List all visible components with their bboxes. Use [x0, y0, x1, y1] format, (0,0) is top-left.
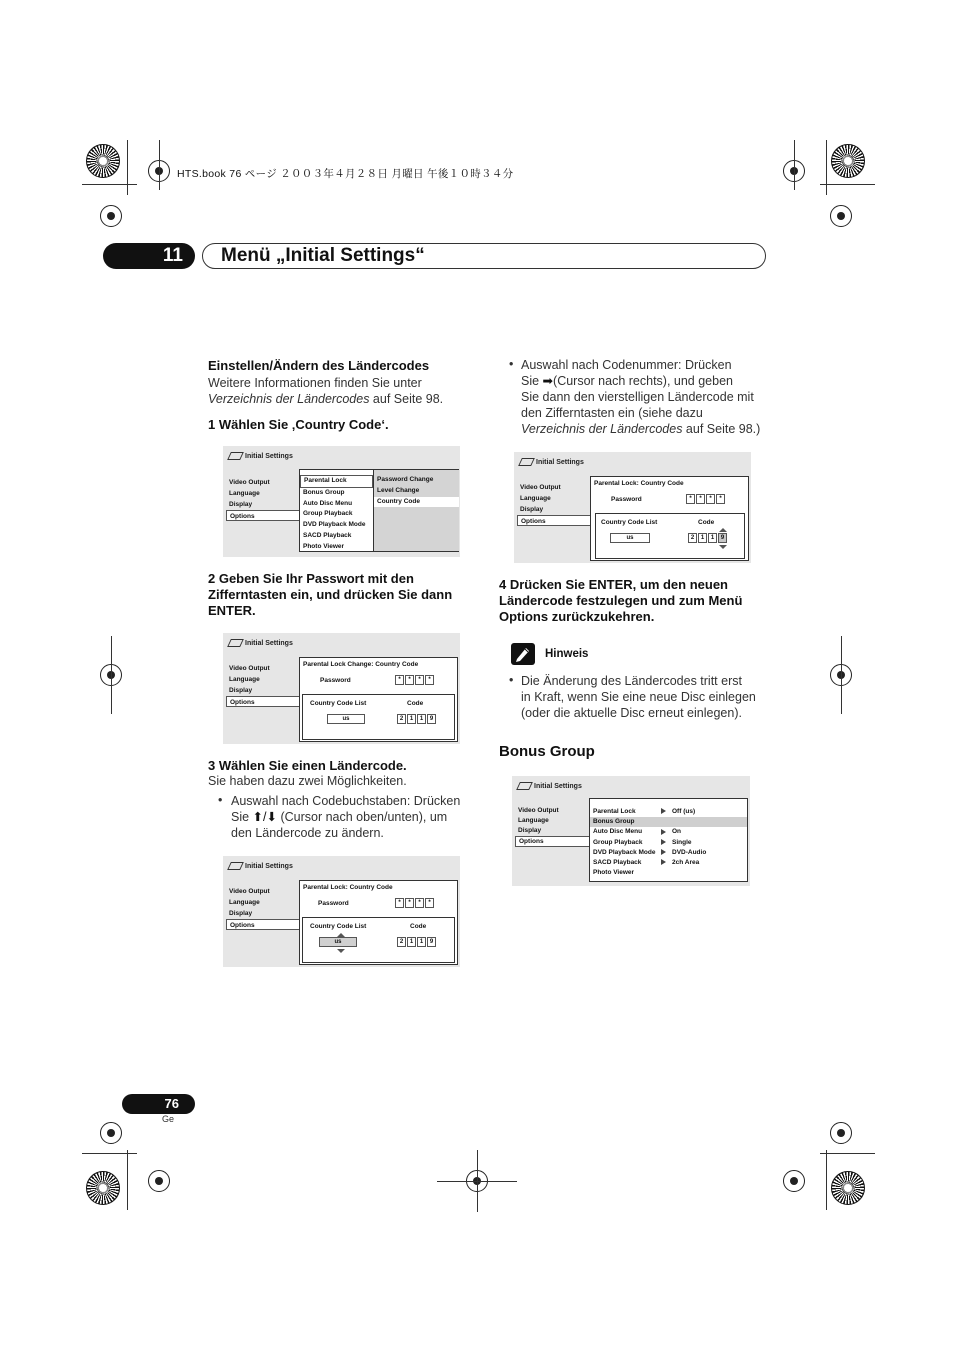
country-code-panel	[590, 476, 749, 561]
options-panel	[589, 798, 748, 882]
screen-letter-select	[223, 856, 460, 967]
page-number-badge: 76	[122, 1094, 195, 1114]
crop-line	[820, 184, 875, 185]
note-line-1: Die Änderung des Ländercodes tritt erst	[521, 674, 742, 688]
submenu-item[interactable]: Auto Disc Menu	[303, 499, 353, 507]
cursor-down-icon	[337, 949, 345, 953]
up-down-arrow-icon: ⬆/⬇	[252, 810, 277, 824]
password-digit[interactable]: *	[405, 675, 414, 685]
bullet-dot: •	[509, 357, 514, 371]
step-4-line-1: 4 Drücken Sie ENTER, um den neuen	[499, 577, 728, 592]
main-menu	[517, 482, 592, 526]
menu-item[interactable]: Display	[520, 506, 544, 513]
bullet-2-line-1: Auswahl nach Codenummer: Drücken	[521, 358, 732, 372]
code-label: Code	[410, 923, 427, 930]
main-menu	[226, 663, 301, 707]
section-heading: Einstellen/Ändern des Ländercodes	[208, 358, 430, 373]
country-code-box	[302, 917, 455, 963]
ref-italic: Verzeichnis der Ländercodes	[208, 392, 370, 406]
country-list-label: Country Code List	[601, 519, 658, 526]
password-digit[interactable]: *	[716, 494, 725, 504]
screen-options-menu	[223, 446, 460, 557]
chapter-title: Menü „Initial Settings“	[221, 245, 425, 266]
country-code-box	[595, 513, 745, 559]
bullet-2-line-4: den Zifferntasten ein (siehe dazu	[521, 406, 703, 420]
menu-item[interactable]: Video Output	[518, 807, 559, 814]
disc-icon	[227, 452, 244, 460]
crosshair-mark	[100, 1122, 122, 1144]
crosshair-mark	[830, 205, 852, 227]
step-2-line-1: 2 Geben Sie Ihr Passwort mit den	[208, 571, 414, 586]
menu-item-selected[interactable]: Options	[226, 919, 301, 930]
code-digit[interactable]: 2	[688, 533, 697, 543]
password-digit[interactable]: *	[415, 675, 424, 685]
step-2-line-2: Zifferntasten ein, und drücken Sie dann	[208, 587, 453, 602]
option-row[interactable]: Group Playback Single	[593, 838, 692, 846]
menu-item[interactable]: Video Output	[229, 665, 270, 672]
crop-line	[841, 636, 842, 714]
code-label: Code	[407, 700, 424, 707]
password-label: Password	[320, 677, 351, 684]
password-digit[interactable]: *	[395, 898, 404, 908]
crop-line	[127, 140, 128, 195]
bullet-1-line-3: den Ländercode zu ändern.	[231, 826, 384, 840]
screen-title: Initial Settings	[229, 862, 293, 870]
country-field[interactable]: us	[610, 533, 650, 543]
menu-item[interactable]: Display	[229, 687, 253, 694]
bullet-dot: •	[509, 673, 514, 687]
registration-burst-br	[831, 1171, 865, 1205]
arrow-right-icon	[661, 829, 666, 835]
menu-item[interactable]: Language	[229, 676, 260, 683]
crosshair-mark	[148, 1170, 170, 1192]
code-digit[interactable]: 9	[427, 937, 436, 947]
crop-line	[127, 1150, 128, 1210]
country-field-active[interactable]: us	[319, 937, 357, 947]
submenu-item[interactable]: DVD Playback Mode	[303, 521, 366, 529]
step-3: 3 Wählen Sie einen Ländercode.	[208, 758, 407, 773]
password-digit[interactable]: *	[425, 675, 434, 685]
main-menu	[515, 806, 590, 847]
crop-line	[159, 140, 160, 190]
menu-item[interactable]: Video Output	[229, 479, 270, 486]
screen-title: Initial Settings	[229, 452, 293, 460]
ref-rest: auf Seite 98.	[369, 392, 444, 406]
submenu-item-selected[interactable]: Parental Lock	[300, 475, 373, 488]
code-digit[interactable]: 1	[407, 937, 416, 947]
bullet-2-line-5: Verzeichnis der Ländercodes auf Seite 98.)	[521, 422, 761, 436]
crop-line	[82, 184, 137, 185]
code-digit[interactable]: 9	[427, 714, 436, 724]
crop-line	[820, 1153, 875, 1154]
option-row[interactable]: Auto Disc Menu On	[593, 828, 682, 836]
code-digit[interactable]: 1	[417, 714, 426, 724]
country-code-box	[302, 694, 455, 740]
bullet-1-line-2: Sie ⬆/⬇ (Cursor nach oben/unten), um	[231, 810, 448, 824]
disc-icon	[227, 639, 244, 647]
menu-item[interactable]: Display	[518, 827, 542, 834]
step-3-text: Sie haben dazu zwei Möglichkeiten.	[208, 774, 407, 788]
main-menu	[226, 886, 301, 930]
option-row-selected[interactable]: Bonus Group	[590, 817, 747, 827]
screen-title: Initial Settings	[518, 782, 582, 790]
menu-item-selected[interactable]: Options	[226, 510, 301, 521]
parental-item-selected[interactable]: Country Code	[374, 497, 459, 508]
code-digit[interactable]: 2	[397, 937, 406, 947]
menu-item[interactable]: Language	[229, 899, 260, 906]
chapter-number-badge: 11	[103, 243, 195, 269]
password-digit[interactable]: *	[405, 898, 414, 908]
country-list-label: Country Code List	[310, 923, 367, 930]
panel-title: Parental Lock Change: Country Code	[303, 661, 419, 668]
screen-title: Initial Settings	[229, 639, 293, 647]
cursor-down-icon	[719, 545, 727, 549]
crop-line	[826, 1150, 827, 1210]
crosshair-mark	[830, 1122, 852, 1144]
cursor-up-icon	[719, 528, 727, 532]
country-code-panel	[299, 880, 458, 965]
password-digit[interactable]: *	[696, 494, 705, 504]
panel-title: Parental Lock: Country Code	[303, 884, 393, 891]
password-digit[interactable]: *	[706, 494, 715, 504]
options-submenu	[299, 469, 459, 552]
country-field[interactable]: us	[327, 714, 365, 724]
crop-line	[82, 1153, 137, 1154]
code-digit[interactable]: 1	[698, 533, 707, 543]
code-digit-active[interactable]: 9	[718, 533, 727, 543]
step-2-line-3: ENTER.	[208, 603, 256, 618]
parental-item[interactable]: Password Change	[377, 476, 434, 483]
crosshair-mark	[783, 1170, 805, 1192]
password-label: Password	[611, 496, 642, 503]
submenu-item[interactable]: Group Playback	[303, 510, 353, 518]
bonus-group-heading: Bonus Group	[499, 743, 595, 760]
registration-burst-tl	[86, 144, 120, 178]
menu-item-selected[interactable]: Options	[515, 836, 590, 847]
crop-line	[111, 636, 112, 714]
arrow-right-icon	[661, 808, 666, 814]
arrow-right-icon	[661, 859, 666, 865]
screen-number-entry	[514, 452, 751, 563]
crosshair-mark	[100, 205, 122, 227]
country-list-label: Country Code List	[310, 700, 367, 707]
book-imprint-line: HTS.book 76 ページ ２００３年４月２８日 月曜日 午後１０時３４分	[177, 168, 514, 180]
option-row[interactable]: DVD Playback Mode DVD-Audio	[593, 848, 707, 856]
bullet-dot: •	[218, 793, 223, 807]
disc-icon	[516, 782, 533, 790]
submenu-item[interactable]: Photo Viewer	[303, 542, 345, 550]
menu-item[interactable]: Display	[229, 501, 253, 508]
right-arrow-icon: ➡	[542, 374, 554, 388]
submenu-item[interactable]: Bonus Group	[303, 488, 345, 496]
step-4-line-2: Ländercode festzulegen und zum Menü	[499, 593, 743, 608]
note-line-2: in Kraft, wenn Sie eine neue Disc einlegen	[521, 690, 756, 704]
registration-burst-bl	[86, 1171, 120, 1205]
bullet-2-line-3: Sie dann den vierstelligen Ländercode mit	[521, 390, 754, 404]
screen-password-entry	[223, 633, 460, 744]
step-4-line-3: Options zurückzukehren.	[499, 609, 655, 624]
bullet-2-line-2: Sie ➡(Cursor nach rechts), und geben	[521, 374, 733, 388]
note-line-3: (oder die aktuelle Disc erneut einlegen).	[521, 706, 742, 720]
menu-item-selected[interactable]: Options	[517, 515, 592, 526]
crop-line	[477, 1150, 478, 1212]
menu-item[interactable]: Video Output	[520, 484, 561, 491]
note-icon	[511, 643, 535, 665]
password-digit[interactable]: *	[425, 898, 434, 908]
menu-item[interactable]: Language	[520, 495, 551, 502]
parental-item[interactable]: Level Change	[377, 486, 420, 494]
step-1: 1 Wählen Sie ‚Country Code‘.	[208, 417, 389, 432]
password-digit[interactable]: *	[415, 898, 424, 908]
language-code: Ge	[162, 1114, 175, 1124]
note-label: Hinweis	[545, 648, 589, 660]
option-row[interactable]: Parental Lock Off (us)	[593, 808, 696, 815]
menu-item[interactable]: Language	[518, 817, 549, 824]
screen-title: Initial Settings	[520, 458, 584, 466]
intro-text: Weitere Informationen finden Sie unter	[208, 376, 422, 390]
registration-burst-tr	[831, 144, 865, 178]
bullet-1-line-1: Auswahl nach Codebuchstaben: Drücken	[231, 794, 461, 808]
password-digit[interactable]: *	[395, 675, 404, 685]
submenu-item[interactable]: SACD Playback	[303, 531, 352, 539]
password-digit[interactable]: *	[686, 494, 695, 504]
code-digit[interactable]: 1	[708, 533, 717, 543]
option-row[interactable]: SACD Playback 2ch Area	[593, 858, 700, 866]
password-label: Password	[318, 900, 349, 907]
main-menu	[226, 477, 301, 521]
menu-item[interactable]: Language	[229, 490, 260, 497]
arrow-right-icon	[661, 839, 666, 845]
intro-text-ref	[208, 391, 443, 407]
crop-line	[794, 140, 795, 190]
code-digit[interactable]: 1	[407, 714, 416, 724]
crop-line	[826, 140, 827, 195]
code-label: Code	[698, 519, 715, 526]
option-row[interactable]: Photo Viewer	[593, 869, 635, 877]
country-code-panel	[299, 657, 458, 742]
arrow-right-icon	[661, 849, 666, 855]
code-digit[interactable]: 2	[397, 714, 406, 724]
panel-title: Parental Lock: Country Code	[594, 480, 684, 487]
disc-icon	[518, 458, 535, 466]
disc-icon	[227, 862, 244, 870]
menu-item[interactable]: Video Output	[229, 888, 270, 895]
menu-item[interactable]: Display	[229, 910, 253, 917]
menu-item-selected[interactable]: Options	[226, 696, 301, 707]
code-digit[interactable]: 1	[417, 937, 426, 947]
screen-bonus-group	[512, 776, 750, 886]
